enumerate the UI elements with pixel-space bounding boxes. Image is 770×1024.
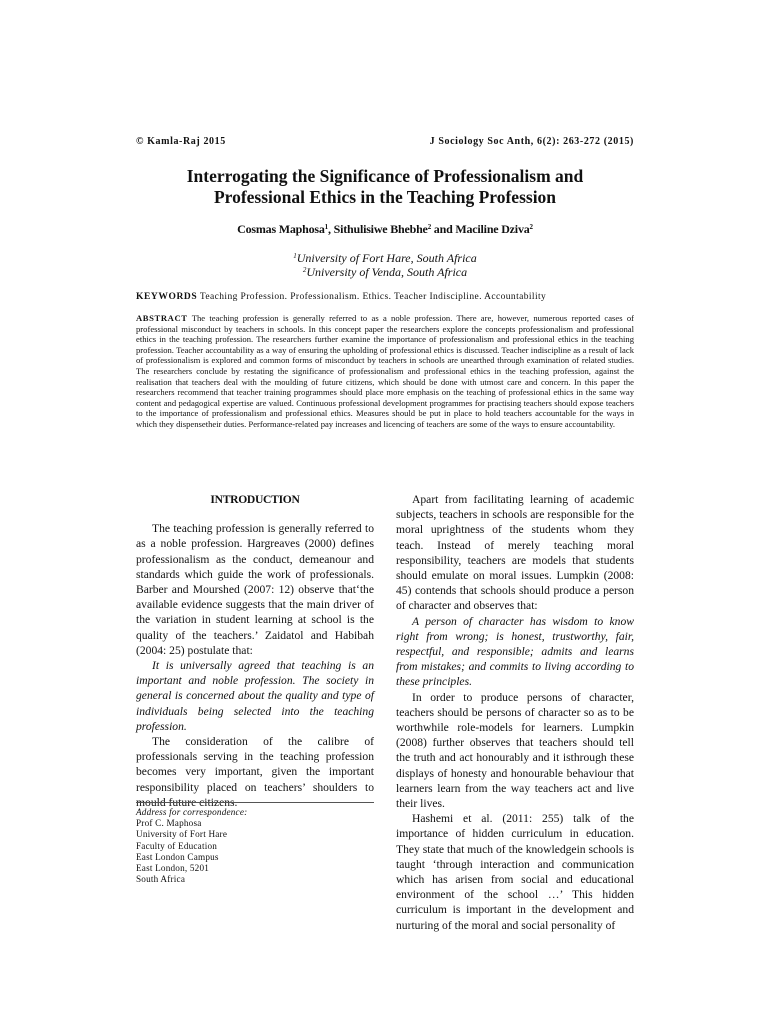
paragraph: Apart from facilitating learning of academic subjects, teachers in schools are responsible for the moral uprightness of the students whom they teach. Instead of merely teaching moral responsibility, teachers are models that students should emulate on moral issues. Lumpkin (2008: 45) contends that schools should produce a person of character and observes that: [396, 493, 634, 613]
left-column [136, 492, 374, 810]
correspondence-line: University of Fort Hare [136, 829, 228, 840]
title-line-2: Professional Ethics in the Teaching Profession [213, 187, 557, 207]
abstract-label: ABSTRACT [136, 313, 188, 323]
keywords-label: KEYWORDS [136, 292, 198, 302]
affiliation-sup: 2 [302, 266, 307, 274]
author-name: Maciline Dziva [455, 222, 530, 236]
correspondence-address [136, 807, 374, 885]
title-line-1: Interrogating the Significance of Professionalism and [186, 166, 584, 186]
affiliation-text: University of Venda, South Africa [306, 265, 468, 279]
author-name: Sithulisiwe Bhebhe [333, 222, 428, 236]
paragraph: The consideration of the calibre of professionals serving in the teaching profession becomes very important, given the important responsibility placed on teachers’ shoulders to mould future citizens. [136, 735, 374, 809]
keywords [136, 292, 634, 302]
author-name: Cosmas Maphosa [237, 222, 325, 236]
author-affil-sup: 2 [529, 223, 533, 231]
affiliation-2 [136, 265, 634, 280]
affiliation-1 [136, 251, 634, 266]
correspondence-line: South Africa [136, 874, 186, 885]
author-affil-sup: 1 [324, 223, 328, 231]
author-separator: , [327, 222, 334, 236]
journal-citation: J Sociology Soc Anth, 6(2): 263-272 (2015) [429, 136, 634, 147]
section-heading-introduction: INTRODUCTION [210, 493, 300, 506]
affiliation-sup: 1 [293, 252, 297, 260]
block-quote: It is universally agreed that teaching is an important and noble profession. The society in general is concerned about the quality and type of individuals being selected into the teaching profession. [136, 659, 374, 733]
abstract [136, 313, 634, 430]
author-list [136, 222, 634, 237]
paper-title [136, 166, 634, 208]
affiliation-text: University of Fort Hare, South Africa [296, 251, 477, 265]
correspondence-line: East London Campus [136, 851, 219, 862]
correspondence-line: Prof C. Maphosa [136, 818, 202, 829]
footnote-divider [136, 802, 374, 803]
correspondence-line: East London, 5201 [136, 863, 210, 874]
block-quote: A person of character has wisdom to know right from wrong; is honest, trustworthy, fair, respectful, and responsible; admits and learns from mistakes; and commits to living according to these principles. [396, 614, 634, 689]
correspondence-line: Faculty of Education [136, 840, 218, 851]
paragraph: The teaching profession is generally referred to as a noble profession. Hargreaves (2000) defines professionalism as the conduct, demeanour and standards which guide the work of professionals. Barber and Mourshed (2007: 12) observe that‘the available evidence suggests that the main driver of the variation in student learning at school is the quality of the teachers.’ Zaidatol and Habibah (2004: 25) postulate that: [136, 522, 374, 657]
correspondence-title: Address for correspondence: [136, 807, 248, 817]
author-separator: and [431, 222, 456, 236]
abstract-text: The teaching profession is generally referred to as a noble profession. There are, however, numerous reported cases of professional misconduct by teachers in schools. In this concept paper the researchers explore the concepts professionalism and professional ethics in the teaching profession. The researchers further examine the importance of professionalism and professional ethics in the teaching profession. Teacher accountability as a way of ensuring the upholding of professional ethics is discussed. Teacher indiscipline as a result of lack of professionalism is explored and common forms of misconduct by teachers in schools are unearthed through examination of related studies. The researchers conclude by restating the significance of professionalism and professional ethics in the teaching profession, against the realisation that teachers deal with the moulding of future citizens, which should be done with utmost care and concern. In this paper the researchers recommend that teacher training programmes should place more emphasis on the teaching of professional ethics in the same way content and pedagogical expertise are valued. Continuous professional development programmes for practising teachers should expose teachers to the importance of professionalism and professional ethics. Measures should be put in place to hold teachers accountable for the ways in which they dispensetheir duties. Performance-related pay increases and licencing of teachers are some of the ways to ensure accountability. [136, 313, 634, 429]
right-column [396, 492, 634, 933]
author-affil-sup: 2 [427, 223, 431, 231]
paragraph: In order to produce persons of character, teachers should be persons of character so as to be worthwhile role-models for learners. Lumpkin (2008) further observes that teachers should tell the truth and act honourably and it isthrough these displays of honesty and honourable behaviour that learners learn from the way teachers act and live their lives. [396, 690, 634, 811]
journal-copyright: © Kamla-Raj 2015 [136, 136, 226, 147]
keywords-text: Teaching Profession. Professionalism. Ethics. Teacher Indiscipline. Accountability [199, 292, 547, 302]
paragraph: Hashemi et al. (2011: 255) talk of the importance of hidden curriculum in education. They state that much of the knowledgein schools is taught ‘through interaction and communication which has arisen from social and educational environment of the school …’ This hidden curriculum is important in the development and nurturing of the moral and social personality of [396, 812, 634, 932]
